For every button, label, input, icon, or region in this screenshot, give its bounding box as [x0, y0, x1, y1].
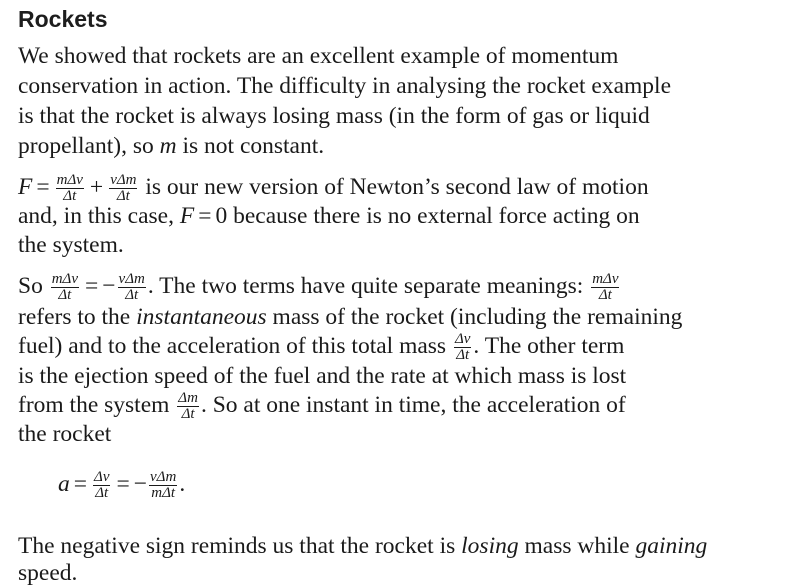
- fraction-dv-over-dt: [454, 332, 471, 363]
- zero: 0: [215, 203, 228, 229]
- denominator: Δt: [125, 287, 139, 304]
- para2-line3: the system.: [18, 232, 124, 258]
- text-run: . So at one instant in time, the acceleration of: [200, 392, 626, 418]
- denominator: Δt: [116, 188, 130, 205]
- equals-sign: =: [198, 203, 212, 229]
- para3-line2: [18, 303, 682, 331]
- para1-line1: We showed that rockets are an excellent example of momentum: [18, 43, 619, 69]
- text-run: refers to the: [18, 304, 137, 330]
- para1-line4: [18, 132, 324, 160]
- numerator: vΔm: [150, 469, 177, 485]
- fraction-dv-over-dt: [93, 470, 110, 501]
- symbol-a: a: [58, 470, 70, 497]
- text-run: is our new version of Newton’s second law of motion: [139, 174, 649, 200]
- denominator: Δt: [181, 406, 195, 423]
- symbol-F: F: [179, 203, 195, 229]
- symbol-m: m: [159, 133, 177, 159]
- para3-line6: the rocket: [18, 421, 112, 447]
- para4-line1: [18, 532, 707, 560]
- fraction-v-dm-over-m-dt: [149, 470, 177, 501]
- para4-line2: speed.: [18, 560, 78, 586]
- para2-line1: [18, 173, 649, 204]
- text-run: . The two terms have quite separate meanings:: [147, 273, 590, 299]
- emphasis: gaining: [635, 533, 708, 559]
- para2-line2: [18, 202, 640, 230]
- text-run: The negative sign reminds us that the rocket is: [18, 533, 462, 559]
- text-run: is not constant.: [176, 133, 325, 159]
- para3-line3: [18, 332, 624, 363]
- fraction-dm-over-dt: [177, 391, 199, 422]
- numerator: Δm: [178, 390, 198, 407]
- numerator: vΔm: [110, 172, 137, 189]
- equals-sign: =: [73, 470, 88, 497]
- text-run: because there is no external force acting on: [227, 203, 640, 229]
- text-run: . The other term: [473, 333, 625, 359]
- equals-sign: =: [36, 174, 50, 200]
- numerator: Δv: [454, 331, 471, 348]
- emphasis: losing: [461, 533, 519, 559]
- para1-line2: conservation in action. The difficulty in analysing the rocket example: [18, 73, 672, 99]
- numerator: mΔv: [56, 172, 83, 189]
- para3-line1: [18, 272, 621, 303]
- denominator: Δt: [63, 188, 77, 205]
- numerator: vΔm: [118, 271, 145, 288]
- text-run: fuel) and to the acceleration of this total mass: [18, 333, 452, 359]
- fraction-m-dv-over-dt: [56, 173, 84, 204]
- denominator: mΔt: [151, 485, 176, 501]
- text-run: propellant), so: [18, 133, 160, 159]
- equals-sign: =: [85, 273, 99, 299]
- numerator: mΔv: [592, 271, 619, 288]
- fraction-v-dm-over-dt: [118, 272, 146, 303]
- symbol-F: F: [18, 174, 33, 200]
- text-run: So: [18, 273, 49, 299]
- denominator: Δt: [598, 287, 612, 304]
- equals-sign: =: [116, 470, 130, 497]
- denominator: Δt: [456, 347, 470, 364]
- denominator: Δt: [58, 287, 72, 304]
- para1-line3: is that the rocket is always losing mass (in the form of gas or liquid: [18, 103, 650, 129]
- plus-sign: +: [89, 174, 104, 200]
- period: .: [179, 470, 186, 497]
- section-heading: Rockets: [18, 6, 108, 32]
- numerator: Δv: [94, 469, 110, 485]
- para3-line5: [18, 391, 626, 422]
- acceleration-equation: [58, 470, 185, 501]
- text-run: from the system: [18, 392, 176, 418]
- text-run: and, in this case,: [18, 203, 180, 229]
- numerator: mΔv: [51, 271, 78, 288]
- emphasis: instantaneous: [136, 304, 267, 330]
- para3-line4: is the ejection speed of the fuel and the rate at which mass is lost: [18, 363, 627, 389]
- text-run: mass of the rocket (including the remaining: [266, 304, 683, 330]
- text-run: mass while: [518, 533, 636, 559]
- denominator: Δt: [95, 485, 109, 501]
- minus-sign: −: [102, 273, 116, 299]
- fraction-m-dv-over-dt: [51, 272, 79, 303]
- fraction-m-dv-over-dt: [591, 272, 619, 303]
- minus-sign: −: [133, 470, 148, 497]
- fraction-v-dm-over-dt: [109, 173, 137, 204]
